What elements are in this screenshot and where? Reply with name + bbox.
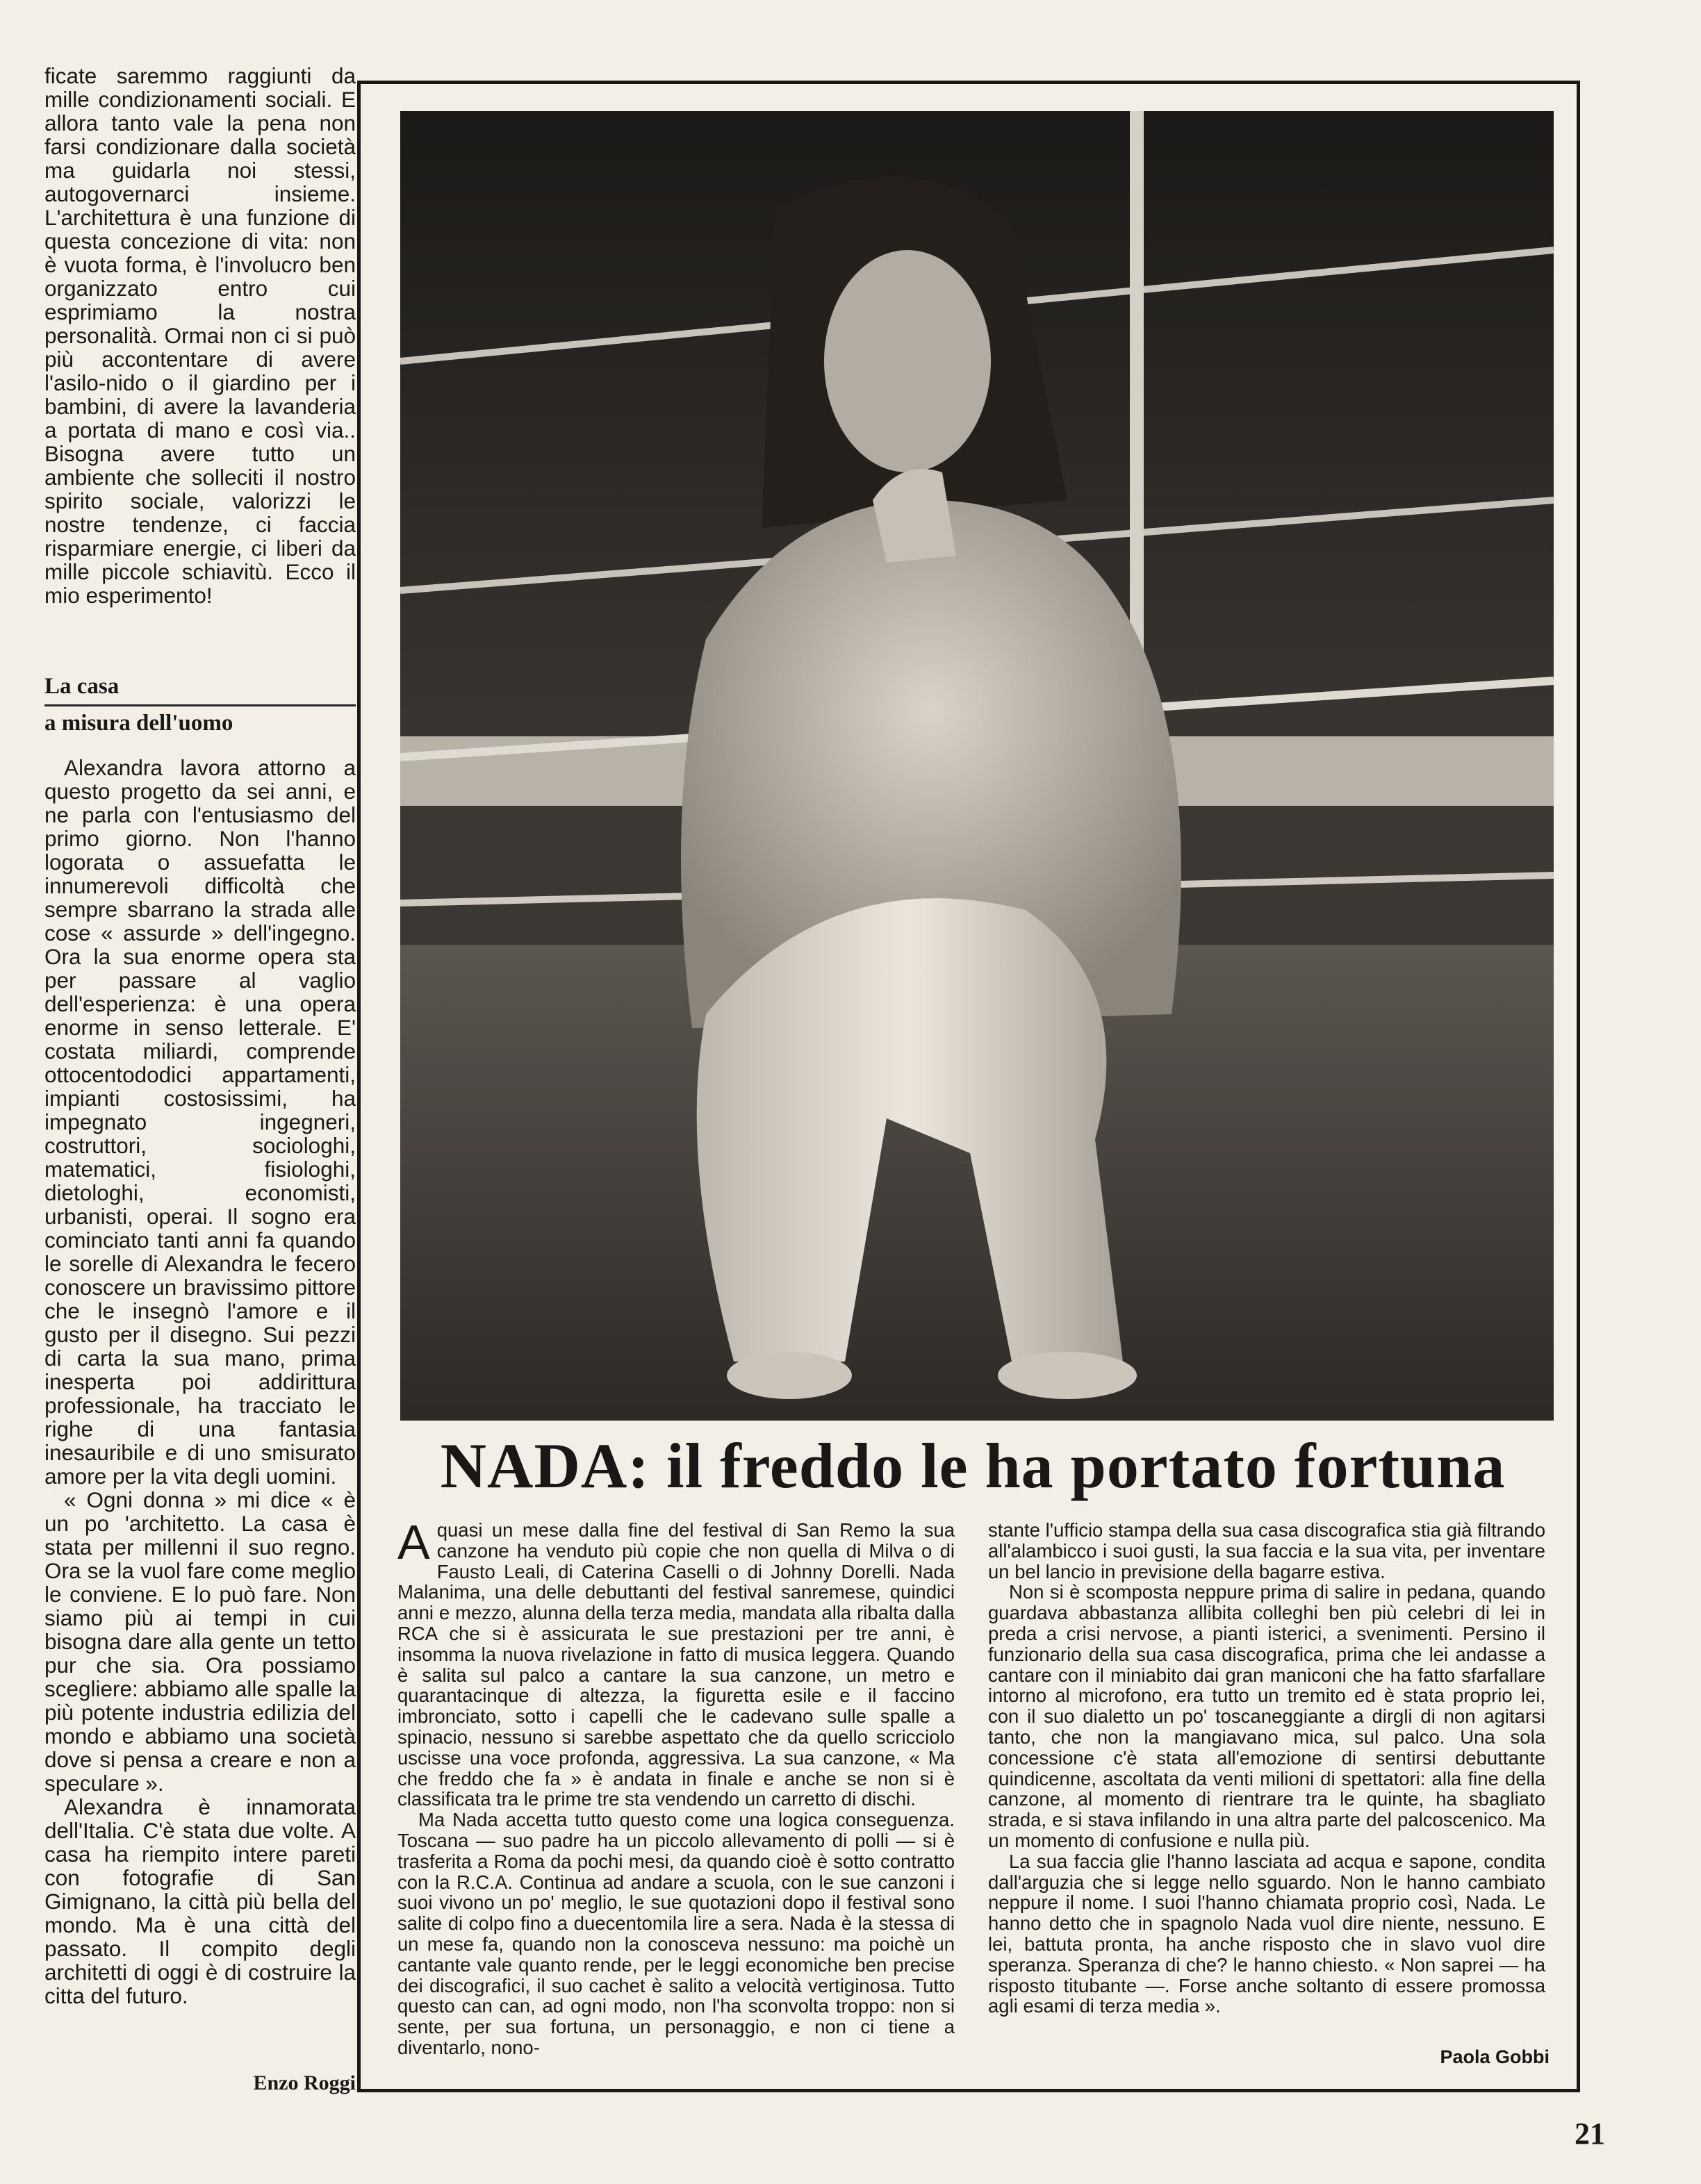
article-signature: Paola Gobbi xyxy=(1440,2046,1550,2067)
left-paragraph-2: « Ogni donna » mi dice « è un po 'architetto. La casa è stata per millenni il suo regno. Ora se la vuol fare come meglio le conviene. E lo può fare. Non siamo più ai tempi in cui bisogna dare alla gente un tetto pur che sia. Ora possiamo scegliere: abbiamo alle spalle la più potente industria edilizia del mondo e abbiamo una società dove si pensa a creare e non a speculare ». xyxy=(44,1487,356,1796)
article-col1-paragraph-2: Ma Nada accetta tutto questo come una logica conseguenza. Toscana — suo padre ha un piccolo allevamento di polli — si è trasferita a Roma da pochi mesi, da quando cioè è sotto contratto con la R.C.A. Continua ad andare a scuola, con le sue canzoni i suoi vivono un po' meglio, le sue quotazioni dopo il festival sono salite di colpo fino a duecentomila lire a sera. Nada è la stessa di un mese fa, quando non la conosceva nessuno: ma poichè un cantante vale quanto rende, per le leggi economiche ben precise dei discografici, il suo cachet è salito a velocità vertiginosa. Tutto questo can can, ad ogni modo, non l'ha sconvolta troppo: non si sente, per sua fortuna, un personaggio, e non ci tiene a diventarlo, nono- xyxy=(397,1809,955,2058)
article-headline: NADA: il freddo le ha portato fortuna xyxy=(440,1430,1506,1501)
photo-illustration xyxy=(400,111,1554,1421)
subhead-rule xyxy=(44,704,356,706)
drop-cap: A xyxy=(397,1515,430,1569)
section-subhead xyxy=(44,672,356,737)
left-column xyxy=(44,64,356,607)
page-number: 21 xyxy=(1575,2117,1605,2151)
article-col2-paragraph-1: stante l'ufficio stampa della sua casa discografica stia già filtrando all'alambicco i suoi gusti, la sua faccia e la sua vita, per inventare un bel lancio in previsione della bagarre estiva. xyxy=(988,1519,1545,1582)
left-intro-paragraph: ficate saremmo raggiunti da mille condizionamenti sociali. E allora tanto vale la pena non farsi condizionare dalla società ma guidarla noi stessi, autogovernarci insieme. L'architettura è una funzione di questa concezione di vita: non è vuota forma, è l'involucro ben organizzato entro cui esprimiamo la nostra personalità. Ormai non ci si può più accontentare di avere l'asilo-nido o il giardino per i bambini, di avere la lavanderia a portata di mano e così via.. Bisogna avere tutto un ambiente che solleciti il nostro spirito sociale, valorizzi le nostre tendenze, ci faccia risparmiare energie, ci liberi da mille piccole schiavitù. Ecco il mio esperimento! xyxy=(44,63,356,608)
left-signature: Enzo Roggi xyxy=(253,2071,356,2094)
subhead-line-2: a misura dell'uomo xyxy=(44,711,233,736)
portrait-photo xyxy=(400,111,1554,1421)
subhead-line-1: La casa xyxy=(44,674,120,699)
article-column-1 xyxy=(397,1515,955,2058)
left-paragraph-1: Alexandra lavora attorno a questo progetto da sei anni, e ne parla con l'entusiasmo del primo giorno. Non l'hanno logorata o assuefatta le innumerevoli difficoltà che sempre sbarrano la strada alle cose « assurde » dell'ingegno. Ora la sua enorme opera sta per passare al vaglio dell'esperienza: è una opera enorme in senso letterale. E' costata miliardi, comprende ottocentododici appartamenti, impianti costosissimi, ha impegnato ingegneri, costruttori, sociologhi, matematici, fisiologhi, dietologhi, economisti, urbanisti, operai. Il sogno era cominciato tanti anni fa quando le sorelle di Alexandra le fecero conoscere un bravissimo pittore che le insegnò l'amore e il gusto per il disegno. Sui pezzi di carta la sua mano, prima inesperta poi addirittura professionale, ha tracciato le righe di una fantasia inesauribile e di uno smisurato amore per la vita degli uomini. xyxy=(44,755,356,1489)
left-paragraph-3: Alexandra è innamorata dell'Italia. C'è stata due volte. A casa ha riempito intere pareti con fotografie di San Gimignano, la città più bella del mondo. Ma è una città del passato. Il compito degli architetti di oggi è di costruire la citta del futuro. xyxy=(44,1794,356,2008)
article-column-2 xyxy=(988,1520,1545,2017)
article-col1-paragraph-1: quasi un mese dalla fine del festival di San Remo la sua canzone ha venduto più copie che non quella di Milva o di Fausto Leali, di Caterina Caselli o di Johnny Dorelli. Nada Malanima, una delle debuttanti del festival sanremese, quindici anni e mezzo, alunna della terza media, mandata alla ribalta dalla RCA che si è assicurata le sue prestazioni per tre anni, è insomma la nuova rivelazione in fatto di musica leggera. Quando è salita sul palco a cantare la sua canzone, un metro e quarantacinque di altezza, la figuretta esile e il faccino imbronciato, sotto i capelli che le cadevano sulle spalle a spinacio, nessuno si sarebbe aspettato che da quello scricciolo uscisse una voce profonda, aggressiva. La sua canzone, « Ma che freddo che fa » è andata in finale e anche se non si è classificata tra le prime tre sta vendendo un carretto di dischi. xyxy=(397,1519,955,1810)
article-col2-paragraph-2: Non si è scomposta neppure prima di salire in pedana, quando guardava abbastanza allibita colleghi ben più celebri di lei in preda a crisi nervose, a pianti isterici, a svenimenti. Persino il funzionario della sua casa discografica, prima che lei andasse a cantare con il miniabito dai gran maniconi che ha fatto sfarfallare intorno al microfono, era tutto un tremito ed è stata proprio lei, con il suo dialetto un po' toscaneggiante a dirgli di non agitarsi tanto, che non la mangiavano mica, sul palco. Una sola concessione c'è stata all'emozione di sentirsi debuttante quindicenne, ascoltata da venti milioni di spettatori: alla fine della canzone, al momento di rientrare tra le quinte, ha sbagliato strada, e si stava infilando in una altra parte del palcoscenico. Ma un momento di confusione e nulla più. xyxy=(988,1581,1545,1851)
article-col2-paragraph-3: La sua faccia glie l'hanno lasciata ad acqua e sapone, condita dall'arguzia che si legge nello sguardo. Non le hanno cambiato neppure il nome. I suoi l'hanno chiamata proprio così, Nada. Le hanno detto che in spagnolo Nada vuol dire niente, nessuno. E lei, battuta pronta, ha anche risposto che in slavo vuol dire speranza. Speranza di che? le hanno chiesto. « Non saprei — ha risposto titubante —. Forse anche soltanto di essere promossa agli esami di terza media ». xyxy=(988,1850,1545,2017)
left-column-body xyxy=(44,756,356,2008)
